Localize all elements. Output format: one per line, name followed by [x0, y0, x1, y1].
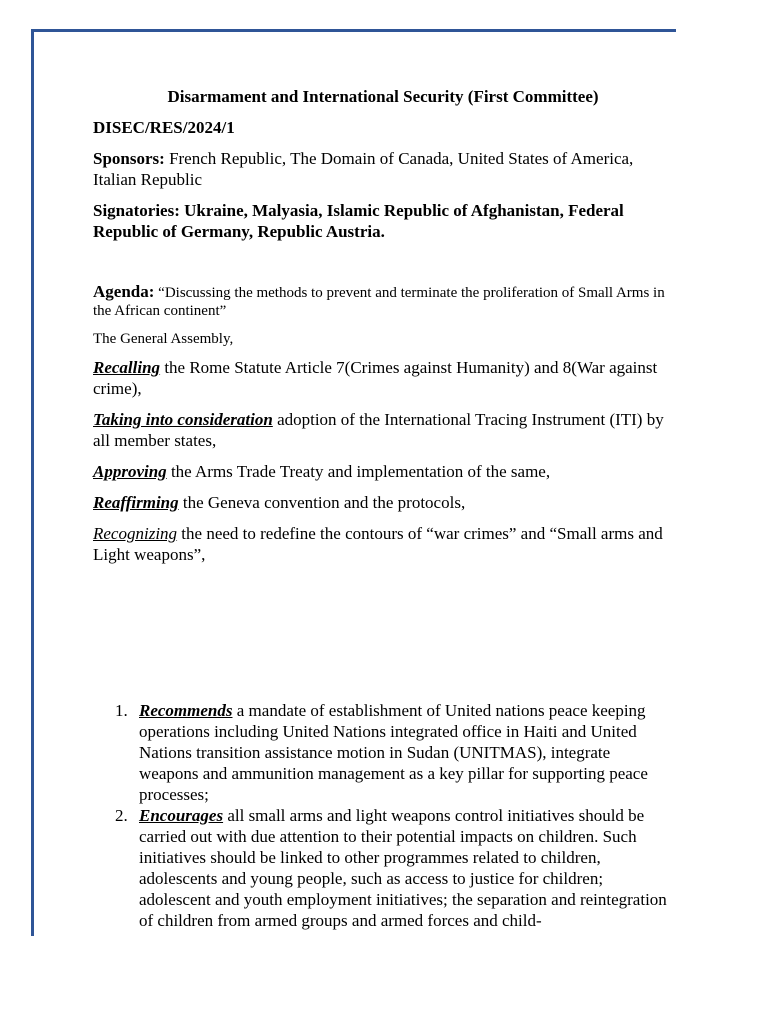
- preambulatory-clause: [93, 461, 673, 482]
- operative-clause: [115, 700, 673, 805]
- operative-clause: [115, 805, 673, 931]
- clause-keyword: Recalling: [93, 358, 161, 377]
- clause-text: the Arms Trade Treaty and implementation of the same,: [170, 462, 551, 481]
- clause-text: the Rome Statute Article 7(Crimes against Humanity) and 8(War against crime),: [93, 358, 658, 398]
- document-body: [93, 86, 673, 575]
- clause-number: 1.: [115, 701, 128, 720]
- agenda-text: “Discussing the methods to prevent and terminate the proliferation of Small Arms in the African continent”: [93, 285, 665, 319]
- clause-text: all small arms and light weapons control initiatives should be carried out with due attention to their potential impacts on children. Such initiatives should be linked to other programmes related to children, adolescents and young people, such as access to justice for children; adolescent and youth employment initiatives; the separation and reintegration of children from armed groups and armed forces and child-: [139, 806, 667, 930]
- page-border-top: [31, 29, 676, 32]
- clause-keyword: Recognizing: [93, 524, 178, 543]
- signatories-text: Ukraine, Malyasia, Islamic Republic of Afghanistan, Federal Republic of Germany, Republic Austria.: [93, 201, 624, 241]
- preambulatory-clause: [93, 409, 673, 451]
- page-border-left: [31, 29, 34, 936]
- sponsors-label: Sponsors:: [93, 149, 165, 168]
- clause-text: adoption of the International Tracing Instrument (ITI) by all member states,: [93, 410, 664, 450]
- preambulatory-clause: [93, 357, 673, 399]
- clause-text: a mandate of establishment of United nations peace keeping operations including United Nations integrated office in Haiti and United Nations transition assistance motion in Sudan (UNITMAS), integrate weapons and ammunition management as a key pillar for supporting peace processes;: [139, 701, 648, 804]
- clause-keyword: Reaffirming: [93, 493, 179, 512]
- committee-title: Disarmament and International Security (First Committee): [167, 87, 599, 106]
- operative-clauses: [93, 700, 673, 931]
- agenda-line: [93, 283, 673, 320]
- preambulatory-clause: [93, 492, 673, 513]
- resolution-number: DISEC/RES/2024/1: [93, 118, 235, 137]
- clause-keyword: Recommends: [139, 701, 233, 720]
- clause-keyword: Approving: [93, 462, 167, 481]
- clause-text: the Geneva convention and the protocols,: [182, 493, 466, 512]
- clause-keyword: Taking into consideration: [93, 410, 273, 429]
- sponsors-line: [93, 148, 673, 190]
- signatories-line: [93, 200, 673, 242]
- general-assembly: The General Assembly,: [93, 331, 234, 347]
- preambulatory-clause: [93, 523, 673, 565]
- signatories-label: Signatories:: [93, 201, 180, 220]
- agenda-label: Agenda:: [93, 282, 155, 301]
- clause-text: the need to redefine the contours of “war crimes” and “Small arms and Light weapons”,: [93, 524, 663, 564]
- sponsors-text: French Republic, The Domain of Canada, United States of America, Italian Republic: [93, 149, 634, 189]
- clause-number: 2.: [115, 806, 128, 825]
- clause-keyword: Encourages: [139, 806, 224, 825]
